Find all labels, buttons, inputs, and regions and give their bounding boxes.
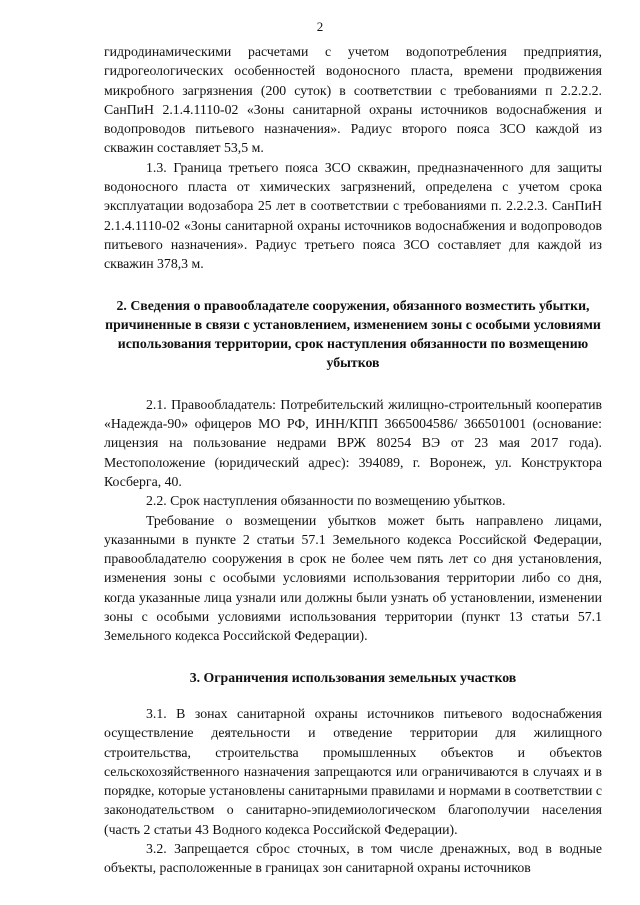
paragraph-continuation: гидродинамическими расчетами с учетом водопотребления предприятия, гидрогеологических особенностей водоносного пласта, времени продвижения микробного загрязнения (200 суток) в соответствии с требованиями п 2.2.2.2. СанПиН 2.1.4.1110-02 «Зоны санитарной охраны источников водоснабжения и водопроводов питьевого назначения». Радиус второго пояса ЗСО каждой из скважин составляет 53,5 м. [104,44,602,156]
page-number: 2 [316,19,324,34]
paragraph-3-1: 3.1. В зонах санитарной охраны источников питьевого водоснабжения осуществление деятельности и отведение территории для жилищного строительства, строительства промышленных объектов и объектов сельскохозяйственного назначения запрещаются или ограничиваются в случаях и в порядке, которые установлены санитарными правилами и нормами в соответствии с законодательством о санитарно-эпидемиологическом благополучии населения (часть 2 статьи 43 Водного кодекса Российской Федерации). [104,705,602,837]
document-body [104,42,602,878]
paragraph-1-3: 1.3. Граница третьего пояса ЗСО скважин, предназначенного для защиты водоносного пласта от химических загрязнений, определена с учетом срока эксплуатации водозабора 25 лет в соответствии с требованиями п. 2.2.2.3. СанПиН 2.1.4.1110-02 «Зоны санитарной охраны источников водоснабжения и водопроводов питьевого назначения». Радиус третьего пояса ЗСО составляет для каждой из скважин 378,3 м. [104,159,602,272]
section-3-heading: 3. Ограничения использования земельных участков [189,669,517,685]
paragraph-2-1: 2.1. Правообладатель: Потребительский жилищно-строительный кооператив «Надежда-90» офицеров МО РФ, ИНН/КПП 3665004586/ 366501001 (основание: лицензия на пользование недрами ВРЖ 80254 ВЭ от 23 мая 2017 года). Местоположение (юридический адрес): 394089, г. Воронеж, ул. Конструктора Косберга, 40. [104,396,602,489]
paragraph-3-2: 3.2. Запрещается сброс сточных, в том числе дренажных, вод в водные объекты, расположенные в границах зон санитарной охраны источников [104,840,602,876]
paragraph-requirement: Требование о возмещении убытков может быть направлено лицами, указанными в пункте 2 статьи 57.1 Земельного кодекса Российской Федерации, правообладателю сооружения в срок не более чем пять лет со дня установления, изменения зоны с особыми условиями использования территории либо со дня, когда указанные лица узнали или должны были узнать об установлении, изменении зоны с особыми условиями использования территории (пункт 13 статьи 57.1 Земельного кодекса Российской Федерации). [104,512,602,644]
section-2-heading: 2. Сведения о правообладателе сооружения, обязанного возместить убытки, причиненные в связи с установлением, изменением зоны с особыми условиями использования территории, срок наступления обязанности по возмещению убытков [105,297,601,371]
paragraph-2-2: 2.2. Срок наступления обязанности по возмещению убытков. [146,493,506,509]
